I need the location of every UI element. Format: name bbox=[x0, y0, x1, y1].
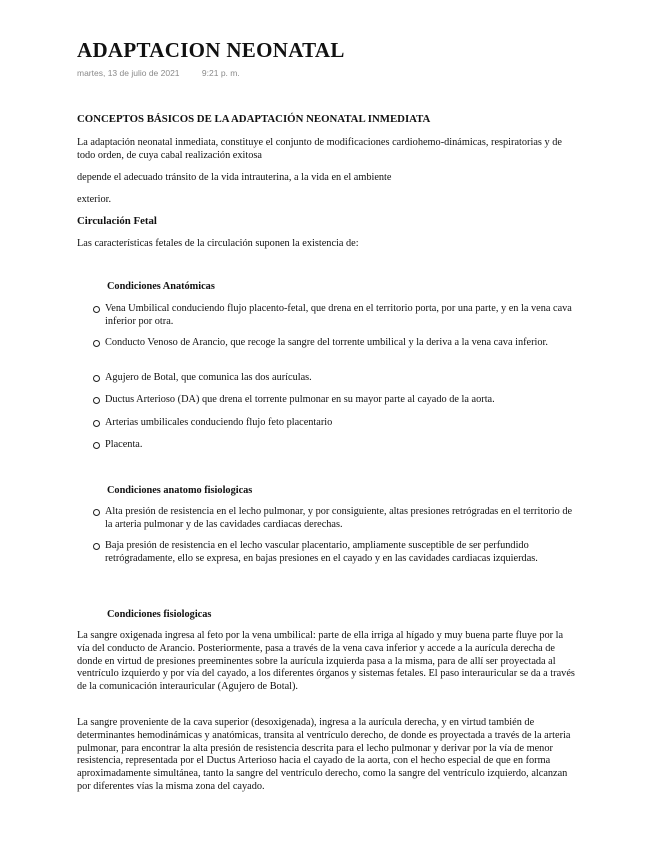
list-item: Placenta. bbox=[93, 439, 578, 452]
intro-paragraph-1: La adaptación neonatal inmediata, constituye el conjunto de modificaciones cardiohemo-dinámicas, respiratorias y de todo orden, de cuya cabal realización exitosa bbox=[77, 137, 562, 161]
circulation-heading: Circulación Fetal bbox=[77, 215, 157, 227]
bullet-circle-icon bbox=[93, 340, 100, 347]
circulation-intro: Las características fetales de la circulación suponen la existencia de: bbox=[77, 238, 359, 249]
section-heading: CONCEPTOS BÁSICOS DE LA ADAPTACIÓN NEONATAL INMEDIATA bbox=[77, 113, 431, 125]
bullet-circle-icon bbox=[93, 509, 100, 516]
page-meta bbox=[77, 68, 240, 78]
intro-paragraph-2: depende el adecuado tránsito de la vida intrauterina, a la vida en el ambiente bbox=[77, 172, 392, 183]
list-item: Ductus Arterioso (DA) que drena el torrente pulmonar en su mayor parte al cayado de la aorta. bbox=[93, 394, 578, 407]
anatomo-physiological-heading: Condiciones anatomo fisiologicas bbox=[107, 485, 253, 496]
list-item: Vena Umbilical conduciendo flujo placento-fetal, que drena en el territorio porta, por una parte, y en la vena cava inferior por otra. bbox=[93, 303, 578, 329]
list-item: Alta presión de resistencia en el lecho pulmonar, y por consiguiente, altas presiones retrógradas en el territorio de la arteria pulmonar y de las cavidades cardiacas derechas. bbox=[93, 506, 578, 532]
bullet-circle-icon bbox=[93, 397, 100, 404]
list-item: Agujero de Botal, que comunica las dos aurículas. bbox=[93, 372, 578, 385]
physiological-heading: Condiciones fisiologicas bbox=[107, 609, 212, 620]
bullet-circle-icon bbox=[93, 306, 100, 313]
page-time: 9:21 p. m. bbox=[201, 68, 240, 78]
anatomical-heading: Condiciones Anatómicas bbox=[107, 281, 215, 292]
list-item: Baja presión de resistencia en el lecho vascular placentario, ampliamente susceptible de ser perfundido retrógradamente, ello se expresa, en bajas presiones en el cayado y en las cavidades cardiacas izquierdas. bbox=[93, 540, 578, 566]
bullet-circle-icon bbox=[93, 442, 100, 449]
page-title: ADAPTACION NEONATAL bbox=[77, 38, 345, 62]
physiology-paragraph-1: La sangre oxigenada ingresa al feto por la vena umbilical: parte de ella irriga al hígado y muy buena parte fluye por la vía del conducto de Arancio. Posteriormente, pasa a través de la vena cava inferior y accede a la aurícula derecha de donde en virtud de presiones preeminentes sobre la aurícula izquierda pasa a la misma, para de allí ser proyectada al ventrículo izquierdo y por vía del cayado, a los diferentes órganos y sistemas fetales. El paso interauricular se da a través de la comunicación interauricular (Agujero de Botal). bbox=[77, 630, 575, 693]
bullet-circle-icon bbox=[93, 543, 100, 550]
physiology-paragraph-2: La sangre proveniente de la cava superior (desoxigenada), ingresa a la aurícula derecha, y en virtud también de determinantes hemodinámicas y anatómicas, transita al ventrículo derecho, de donde es proyectada a través de la arteria pulmonar, para encontrar la alta presión de resistencia descrita para el lecho pulmonar y derivar por la vía de menor resistencia, representada por el Ductus Arterioso hacia el cayado de la aorta, con el hecho especial de que en forma aproximadamente simultánea, tanto la sangre del ventrículo derecho, como la sangre del ventrículo izquierdo, alcanzan por diferentes vías la misma zona del cayado. bbox=[77, 717, 571, 792]
list-item: Arterias umbilicales conduciendo flujo feto placentario bbox=[93, 417, 578, 430]
bullet-circle-icon bbox=[93, 420, 100, 427]
bullet-circle-icon bbox=[93, 375, 100, 382]
intro-paragraph-3: exterior. bbox=[77, 194, 112, 205]
page-date: martes, 13 de julio de 2021 bbox=[77, 68, 180, 78]
list-item: Conducto Venoso de Arancio, que recoge la sangre del torrente umbilical y la deriva a la vena cava inferior. bbox=[93, 337, 578, 350]
